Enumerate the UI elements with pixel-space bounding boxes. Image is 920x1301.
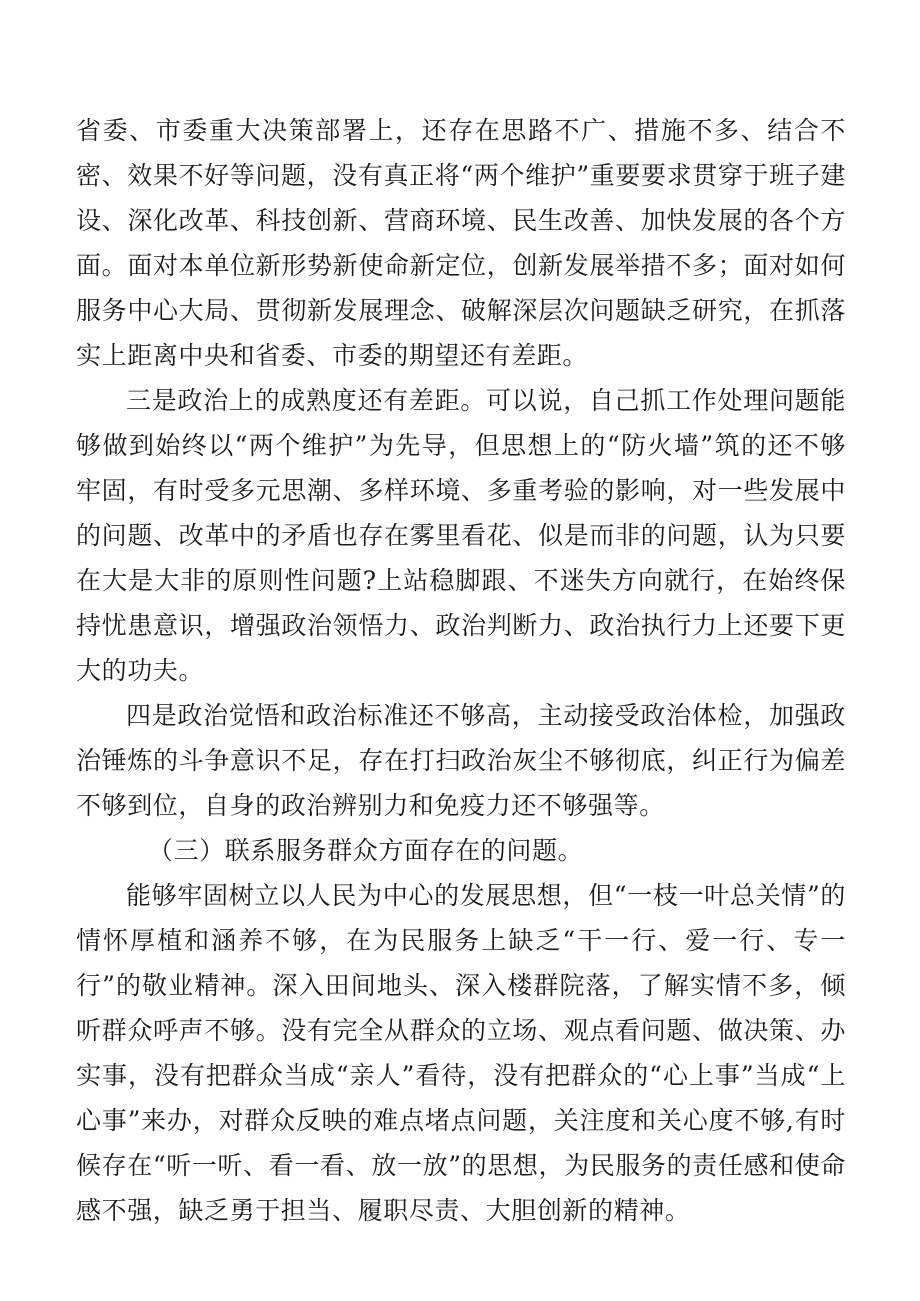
section-heading-service-issues: （三）联系服务群众方面存在的问题。 (148, 836, 584, 865)
paragraph-people-centered: 能够牢固树立以人民为中心的发展思想，但“一枝一叶总关情”的情怀厚植和涵养不够，在为民服务上缺乏“干一行、爱一行、专一行”的敬业精神。深入田间地头、深入楼群院落，了解实情不多，倾听群众呼声不够。没有完全从群众的立场、观点看问题、做决策、办实事，没有把群众当成“亲人”看待，没有把群众的“心上事”当成“上心事”来办，对群众反映的难点堵点问题，关注度和关心度不够,有时候存在“听一听、看一看、放一放”的思想，为民服务的责任感和使命感不强，缺乏勇于担当、履职尽责、大胆创新的精神。 (76, 881, 846, 1225)
paragraph-political-awareness: 四是政治觉悟和政治标准还不够高，主动接受政治体检，加强政治锤炼的斗争意识不足，存在打扫政治灰尘不够彻底，纠正行为偏差不够到位，自身的政治辨别力和免疫力还不够强等。 (76, 701, 846, 820)
document-body (76, 108, 846, 1233)
paragraph-political-maturity: 三是政治上的成熟度还有差距。可以说，自己抓工作处理问题能够做到始终以“两个维护”为先导，但思想上的“防火墙”筑的还不够牢固，有时受多元思潮、多样环境、多重考验的影响，对一些发展中的问题、改革中的矛盾也存在雾里看花、似是而非的问题，认为只要在大是大非的原则性问题?上站稳脚跟、不迷失方向就行，在始终保持忧患意识，增强政治领悟力、政治判断力、政治执行力上还要下更大的功夫。 (76, 386, 846, 685)
paragraph-continuation: 省委、市委重大决策部署上，还存在思路不广、措施不多、结合不密、效果不好等问题，没有真正将“两个维护”重要要求贯穿于班子建设、深化改革、科技创新、营商环境、民生改善、加快发展的各个方面。面对本单位新形势新使命新定位，创新发展举措不多；面对如何服务中心大局、贯彻新发展理念、破解深层次问题缺乏研究，在抓落实上距离中央和省委、市委的期望还有差距。 (76, 116, 846, 370)
